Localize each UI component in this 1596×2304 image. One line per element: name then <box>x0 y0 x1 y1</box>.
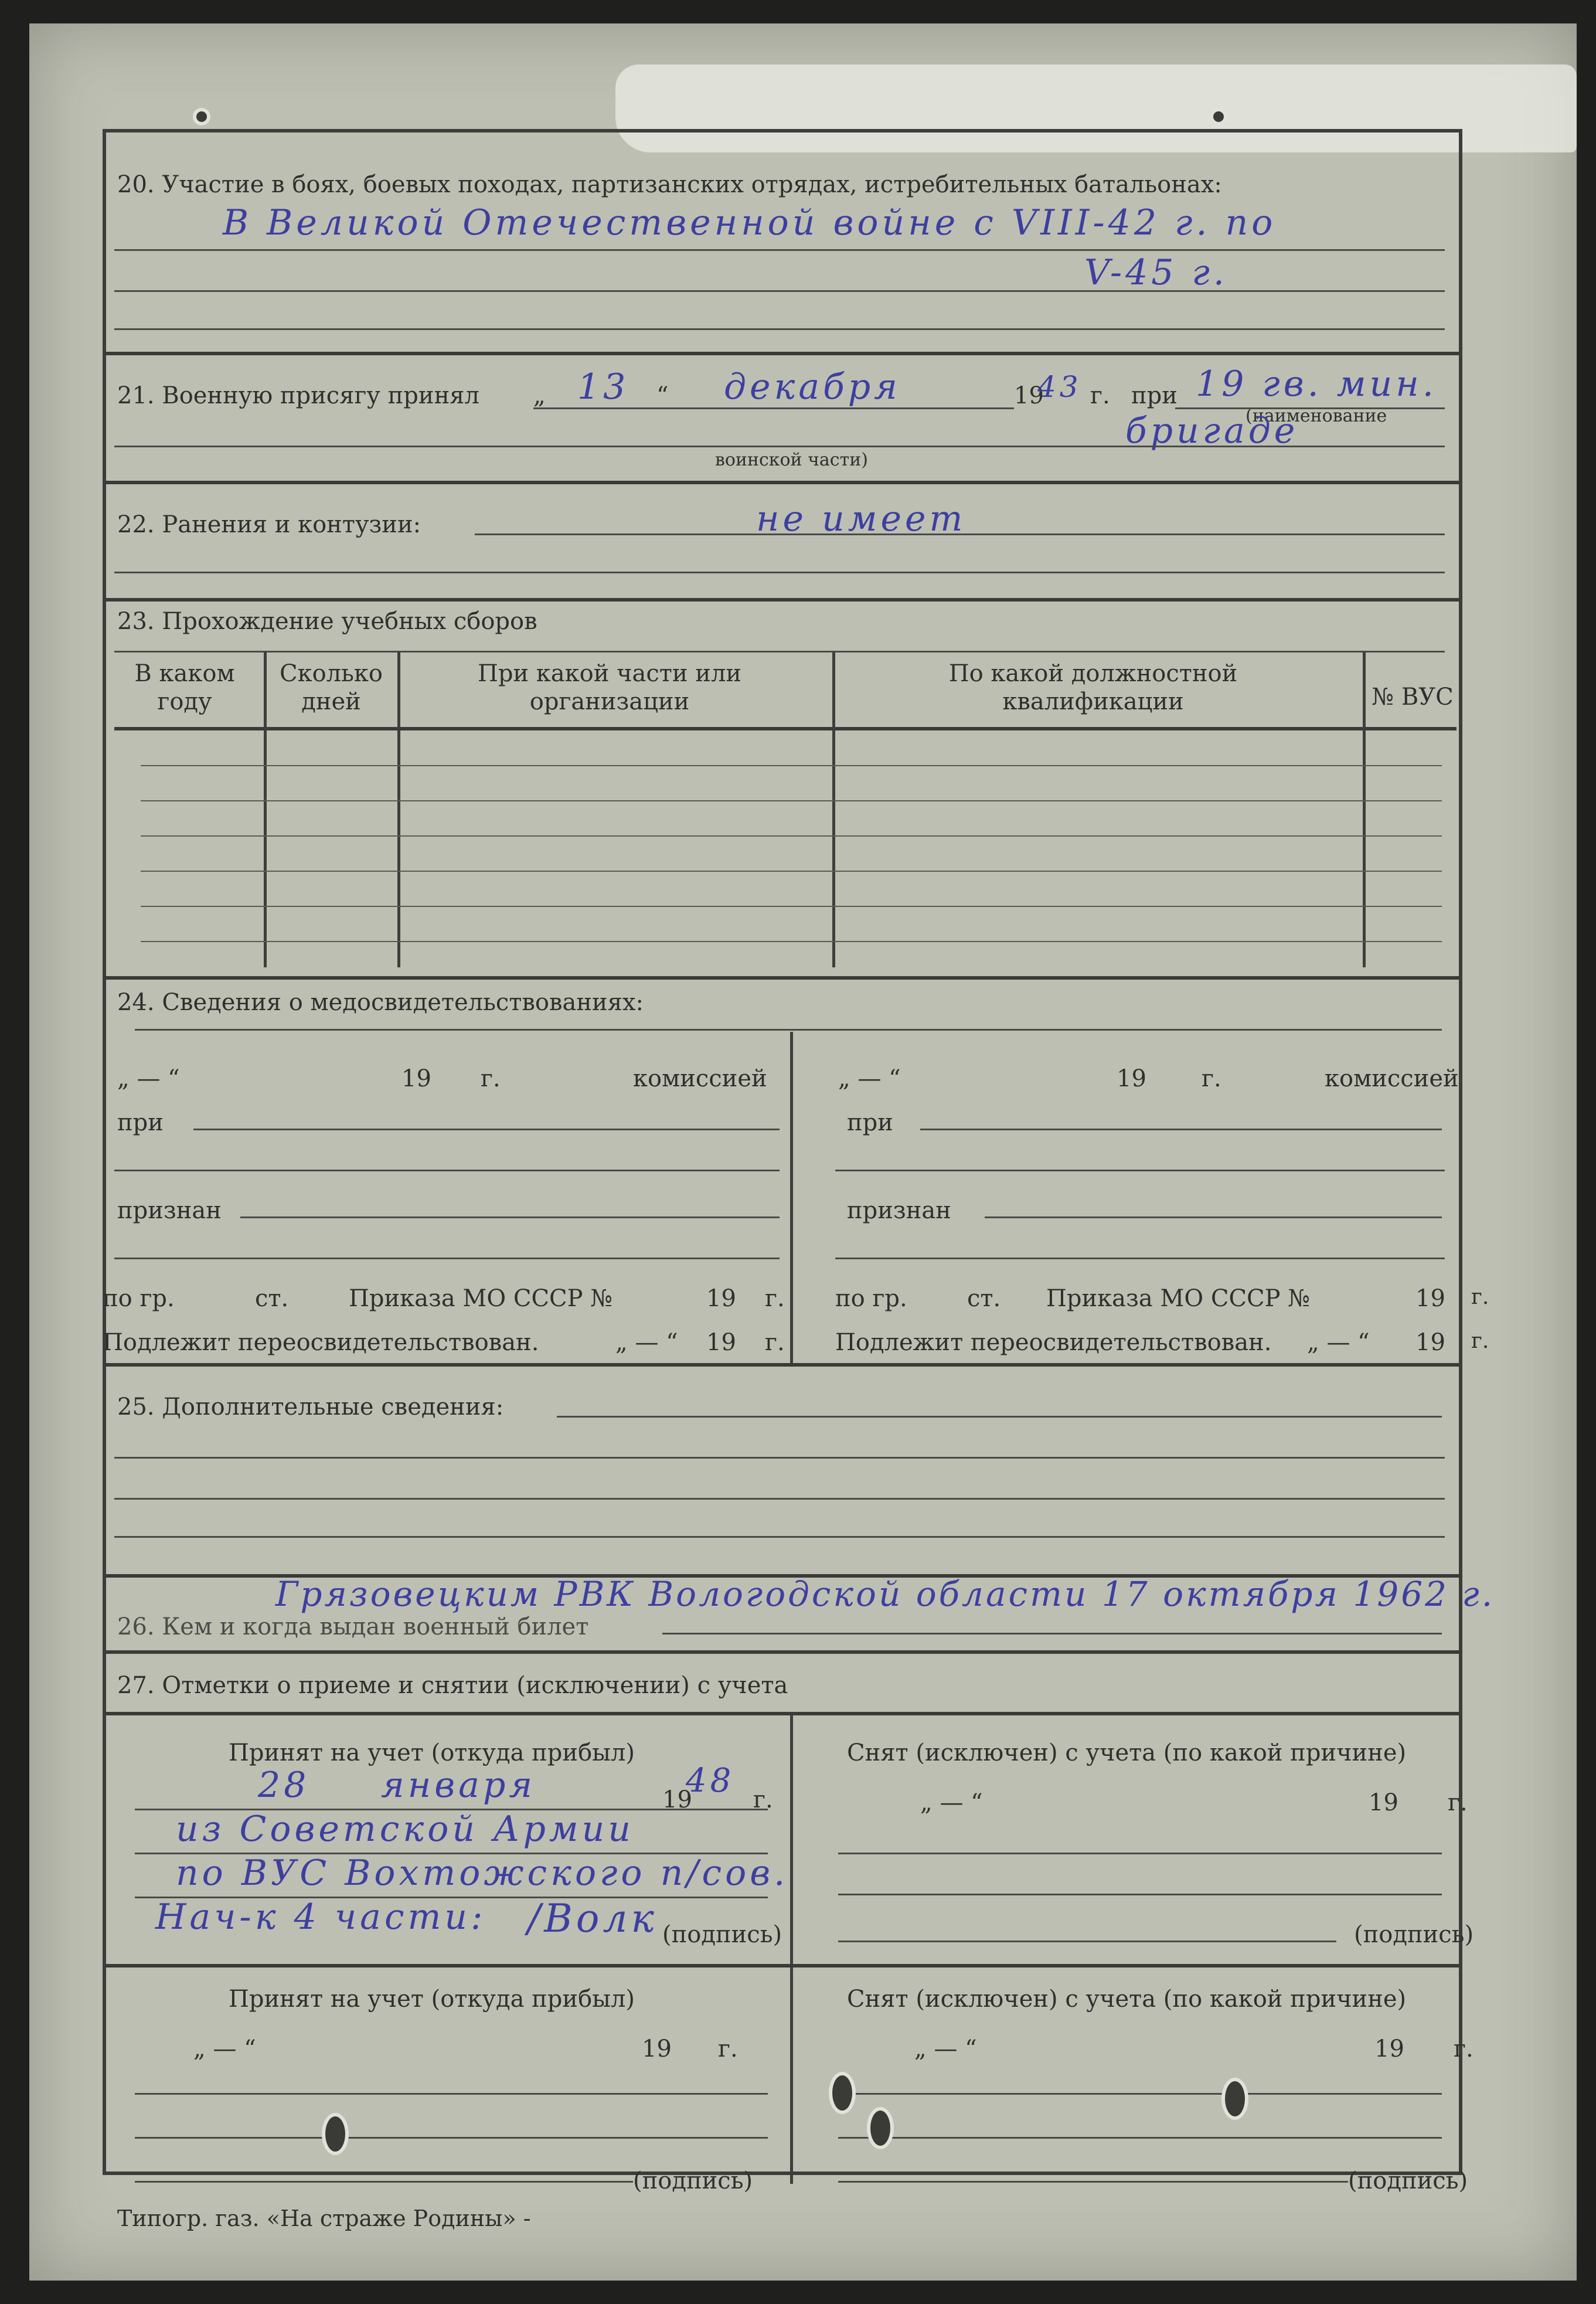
military-id-issued-by: Грязовецким РВК Вологодской области 17 октября 1962 г. <box>275 1574 1495 1614</box>
line <box>114 1536 1445 1538</box>
line <box>838 2137 1442 2139</box>
medical-right-order-b: ст. <box>967 1285 1001 1312</box>
table-row-line <box>141 765 1442 766</box>
medical-right-reexam-g: г. <box>1471 1329 1489 1353</box>
section-divider <box>106 1650 1459 1654</box>
medical-left-order-b: ст. <box>255 1285 289 1312</box>
accepted-label-2: Принят на учет (откуда прибыл) <box>229 1986 635 2013</box>
oath-at: при <box>1131 382 1178 409</box>
section-divider <box>106 1712 1459 1715</box>
table-col-line <box>1363 652 1366 967</box>
medical-left-commission: комиссией <box>633 1065 767 1092</box>
punch-hole <box>832 2075 852 2111</box>
oath-year-suffix: г. <box>1090 382 1110 409</box>
line <box>557 1416 1442 1418</box>
table-col-line <box>397 652 400 967</box>
section-24-label: 24. Сведения о медосвидетельствованиях: <box>117 989 644 1016</box>
line <box>838 1853 1442 1854</box>
medical-right-quote: „ — “ <box>838 1065 901 1092</box>
section-27-label: 27. Отметки о приеме и снятии (исключении) с учета <box>117 1672 788 1699</box>
table-header-bottom <box>114 727 1457 730</box>
section-22-label: 22. Ранения и контузии: <box>117 511 421 538</box>
medical-right-reexam-quote: „ — “ <box>1307 1329 1370 1356</box>
removed-quote: „ — “ <box>920 1789 983 1816</box>
accepted-quote-2: „ — “ <box>193 2035 256 2062</box>
section-divider <box>106 481 1459 484</box>
accepted-vus: по ВУС Вохтожского п/сов. <box>176 1853 789 1894</box>
table-row-line <box>141 941 1442 942</box>
line <box>114 1457 1445 1459</box>
accepted-year-prefix: 19 <box>662 1786 692 1813</box>
table-col-line <box>264 652 267 967</box>
oath-unit: 19 гв. мин. <box>1196 363 1437 405</box>
line <box>114 1498 1445 1500</box>
section-divider <box>106 1363 1459 1367</box>
medical-right-order-c: Приказа МО СССР № <box>1046 1285 1311 1312</box>
line <box>114 1258 780 1259</box>
accepted-chief: Нач-к 4 части: <box>155 1897 486 1938</box>
military-id-page <box>29 23 1577 2281</box>
accepted-day: 28 <box>258 1765 310 1806</box>
removed-label: Снят (исключен) с учета (по какой причине) <box>847 1739 1407 1766</box>
section-20-label: 20. Участие в боях, боевых походах, партизанских отрядах, истребительных батальонах: <box>117 171 1222 198</box>
removed-signature-caption-2: (подпись) <box>1348 2167 1468 2194</box>
medical-left-reexam-g: г. <box>765 1329 785 1356</box>
accepted-signature-caption: (подпись) <box>662 1921 782 1948</box>
medical-right-recognized: признан <box>847 1197 951 1224</box>
section-divider <box>106 976 1459 980</box>
medical-right-g: г. <box>1202 1065 1221 1092</box>
section-23-label: 23. Прохождение учебных сборов <box>117 608 537 635</box>
accepted-from: из Советской Армии <box>176 1809 634 1850</box>
col-header-qualification: По какой должностной квалификации <box>948 660 1238 715</box>
removed-g: г. <box>1448 1789 1468 1816</box>
accepted-year-2: 19 <box>642 2035 672 2062</box>
line <box>1175 407 1445 409</box>
line <box>838 2181 1348 2183</box>
oath-day: 13 <box>577 366 629 407</box>
removed-year-2: 19 <box>1374 2035 1404 2062</box>
line <box>475 533 1445 535</box>
line <box>838 1941 1336 1942</box>
section-21-label: 21. Военную присягу принял <box>117 382 479 409</box>
medical-right-order-year: 19 <box>1415 1285 1445 1312</box>
medical-right-at: при <box>847 1109 893 1136</box>
line <box>114 1170 780 1171</box>
line <box>135 2137 768 2139</box>
line <box>920 1129 1442 1130</box>
line <box>114 249 1445 251</box>
line <box>114 290 1445 292</box>
col-header-days: Сколько дней <box>280 660 383 715</box>
punch-hole <box>1213 111 1224 122</box>
removed-label-2: Снят (исключен) с учета (по какой причине) <box>847 1986 1407 2013</box>
medical-right-order-a: по гр. <box>835 1285 907 1312</box>
line <box>114 572 1445 573</box>
wounds-value: не имеет <box>756 498 967 539</box>
section-20-handwriting-2: V-45 г. <box>1084 252 1228 293</box>
medical-left-quote: „ — “ <box>117 1065 180 1092</box>
line <box>838 1894 1442 1895</box>
col-header-year: В каком году <box>134 660 235 715</box>
section-25-label: 25. Дополнительные сведения: <box>117 1394 504 1421</box>
oath-year: 43 <box>1037 370 1082 404</box>
oath-naming-caption: (наименование <box>1246 406 1387 426</box>
line <box>240 1216 780 1218</box>
medical-right-commission: комиссией <box>1325 1065 1459 1092</box>
punch-hole <box>196 111 207 122</box>
section-26-label: 26. Кем и когда выдан военный билет <box>117 1613 589 1640</box>
removed-year: 19 <box>1369 1789 1398 1816</box>
oath-quote-close: “ <box>656 382 669 409</box>
line <box>835 1170 1445 1171</box>
medical-left-order-a: по гр. <box>103 1285 175 1312</box>
line <box>838 2093 1442 2095</box>
line <box>135 2093 768 2095</box>
accepted-label: Принят на учет (откуда прибыл) <box>229 1739 635 1766</box>
line <box>135 1029 1442 1031</box>
oath-quote-open: „ <box>533 382 546 409</box>
medical-left-at: при <box>117 1109 164 1136</box>
line <box>114 446 1445 447</box>
table-row-line <box>141 871 1442 872</box>
oath-unit-caption: воинской части) <box>715 450 868 470</box>
oath-month: декабря <box>724 366 901 407</box>
line <box>985 1216 1442 1218</box>
accepted-year: 48 <box>686 1762 735 1800</box>
removed-quote-2: „ — “ <box>914 2035 977 2062</box>
medical-right-reexam: Подлежит переосвидетельствован. <box>835 1329 1272 1356</box>
accepted-month: января <box>381 1765 536 1806</box>
section-divider <box>106 598 1459 602</box>
line <box>835 1258 1445 1259</box>
medical-left-recognized: признан <box>117 1197 222 1224</box>
section-27-divider <box>790 1715 793 2184</box>
line <box>533 407 1014 409</box>
section-divider <box>106 352 1459 355</box>
col-header-vus: № ВУС <box>1372 684 1454 711</box>
printer-footer: Типогр. газ. «На страже Родины» - <box>117 2206 531 2231</box>
medical-left-year: 19 <box>401 1065 431 1092</box>
punch-hole <box>1225 2081 1245 2116</box>
medical-left-reexam-year: 19 <box>706 1329 736 1356</box>
medical-right-order-g: г. <box>1471 1285 1489 1309</box>
section-24-divider <box>790 1032 793 1363</box>
table-row-line <box>141 906 1442 907</box>
medical-left-g: г. <box>481 1065 501 1092</box>
accepted-signature-caption-2: (подпись) <box>633 2167 753 2194</box>
line <box>135 2181 633 2183</box>
medical-left-order-year: 19 <box>706 1285 736 1312</box>
section-divider <box>106 1964 1459 1967</box>
medical-left-order-g: г. <box>765 1285 785 1312</box>
col-header-unit: При какой части или организации <box>477 660 742 715</box>
table-row-line <box>141 800 1442 801</box>
section-20-handwriting: В Великой Отечественной войне с VIII-42 г. по <box>223 202 1277 243</box>
removed-signature-caption: (подпись) <box>1354 1921 1474 1948</box>
medical-left-order-c: Приказа МО СССР № <box>349 1285 613 1312</box>
table-row-line <box>141 835 1442 837</box>
medical-left-reexam-quote: „ — “ <box>615 1329 678 1356</box>
punch-hole <box>870 2111 890 2146</box>
medical-left-reexam: Подлежит переосвидетельствован. <box>103 1329 539 1356</box>
oath-unit-2: бригаде <box>1125 410 1299 451</box>
medical-right-reexam-year: 19 <box>1415 1329 1445 1356</box>
accepted-signature: /Волк <box>528 1896 658 1941</box>
table-top <box>114 651 1445 653</box>
medical-right-year: 19 <box>1117 1065 1146 1092</box>
punch-hole <box>325 2116 345 2152</box>
line <box>662 1633 1442 1634</box>
removed-g-2: г. <box>1454 2035 1474 2062</box>
accepted-g: г. <box>753 1786 773 1813</box>
accepted-g-2: г. <box>718 2035 738 2062</box>
table-col-line <box>832 652 835 967</box>
line <box>193 1129 780 1130</box>
oath-year-prefix: 19 <box>1014 382 1044 409</box>
line <box>114 328 1445 330</box>
